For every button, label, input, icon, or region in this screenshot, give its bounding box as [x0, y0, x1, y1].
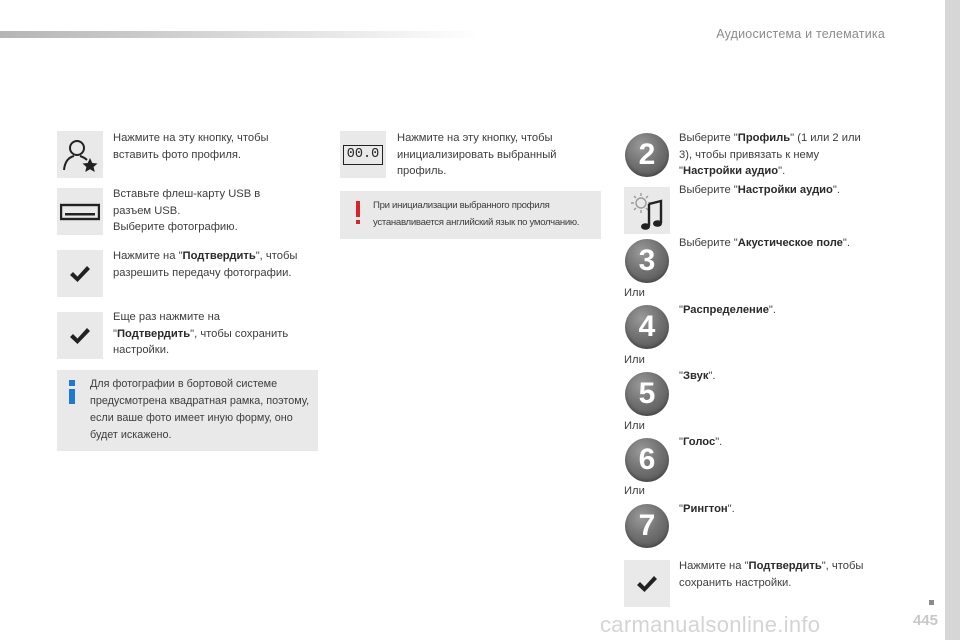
step-number-5: 5	[625, 372, 669, 416]
option-sound-text: "Звук".	[679, 370, 716, 382]
step-insert-photo-text: Нажмите на эту кнопку, чтобы вставить фото профиля.	[113, 132, 269, 161]
confirm-save-suffix: ", чтобы сохранить настройки.	[113, 327, 289, 356]
profile-bold: Профиль	[737, 132, 791, 144]
step-number-2: 2	[625, 133, 669, 177]
confirm-transfer-button[interactable]	[57, 250, 103, 297]
voice-bold: Голос	[682, 436, 716, 448]
header-gradient-bar	[0, 31, 480, 38]
confirm-transfer-prefix: Нажмите на "	[113, 250, 183, 262]
or-label-2: Или	[624, 354, 645, 366]
step-confirm-final-text	[679, 558, 894, 591]
profile-bold-2: Настройки аудио	[682, 165, 779, 177]
section-title: Аудиосистема и телематика	[716, 27, 885, 41]
final-prefix: Нажмите на "	[679, 560, 749, 572]
step-confirm-transfer-text	[113, 248, 323, 281]
reset-profile-button[interactable]	[340, 131, 386, 178]
step-usb-text	[113, 186, 303, 236]
final-suffix: ", чтобы сохранить настройки.	[679, 560, 864, 589]
profile-middle: " (1 или 2 или 3), чтобы привязать к нему	[679, 132, 861, 161]
confirm-transfer-suffix: ", чтобы разрешить передачу фотографии.	[113, 250, 298, 279]
profile-prefix: Выберите "	[679, 132, 738, 144]
usb-line-1: Вставьте флеш-карту USB в	[113, 188, 261, 200]
reset-profile-text: Нажмите на эту кнопку, чтобы инициализировать выбранный профиль.	[397, 132, 557, 177]
info-note-text: Для фотографии в бортовой системе предусмотрена квадратная рамка, поэтому, если ваше фото имеет иную форму, оно будет искажено.	[90, 378, 310, 441]
confirm-save-button[interactable]	[57, 312, 103, 359]
or-label-4: Или	[624, 485, 645, 497]
distribution-bold: Распределение	[682, 304, 769, 316]
profile-star-icon	[60, 135, 100, 175]
confirm-transfer-bold: Подтвердить	[182, 250, 256, 262]
page-number: 445	[912, 612, 938, 629]
checkmark-icon	[636, 574, 658, 594]
page-marker	[929, 600, 934, 605]
or-label-3: Или	[624, 420, 645, 432]
or-label-1: Или	[624, 287, 645, 299]
profile-photo-button[interactable]	[57, 131, 103, 178]
warning-note-text: При инициализации выбранного профиля устанавливается английский язык по умолчанию.	[373, 200, 580, 228]
exclamation-icon	[354, 201, 362, 225]
page-edge-strip	[945, 0, 960, 640]
checkmark-icon	[69, 264, 91, 284]
acoustic-bold: Акустическое поле	[737, 237, 843, 249]
step-number-4: 4	[625, 305, 669, 349]
step-confirm-save-text: Еще раз нажмите на "Подтвердить", чтобы сохранить настройки.	[113, 311, 289, 356]
step-acoustic-text: Выберите "Акустическое поле".	[679, 237, 850, 249]
usb-select-button[interactable]	[57, 188, 103, 235]
step-number-3: 3	[625, 239, 669, 283]
ringtone-bold: Рингтон	[682, 503, 728, 515]
usb-line-3: Выберите фотографию.	[113, 221, 238, 233]
watermark: carmanualsonline.info	[600, 612, 821, 637]
step-number-6: 6	[625, 438, 669, 482]
option-voice-text: "Голос".	[679, 436, 723, 448]
confirm-save-prefix: Еще раз нажмите на	[113, 311, 220, 323]
profile-suffix: ".	[778, 165, 786, 177]
reset-button-label: 00.0	[343, 145, 383, 165]
info-note	[57, 370, 318, 451]
usb-slot-icon	[60, 202, 100, 222]
step-number-7: 7	[625, 504, 669, 548]
audio-suffix: ".	[832, 184, 840, 196]
info-icon	[67, 380, 77, 404]
confirm-final-button[interactable]	[624, 560, 670, 607]
sound-bold: Звук	[682, 370, 709, 382]
audio-bold: Настройки аудио	[737, 184, 833, 196]
step-select-profile-text: Выберите "Профиль" (1 или 2 или 3), чтобы привязать к нему "Настройки аудио".	[679, 132, 861, 177]
gear-music-icon	[627, 190, 667, 232]
checkmark-icon	[69, 326, 91, 346]
step-audio-settings-text	[679, 182, 879, 199]
option-distribution-text: "Распределение".	[679, 304, 777, 316]
audio-prefix: Выберите "	[679, 184, 738, 196]
confirm-save-bold: Подтвердить	[116, 327, 191, 340]
audio-settings-button[interactable]	[624, 187, 670, 234]
warning-note	[340, 191, 601, 239]
acoustic-prefix: Выберите "	[679, 237, 738, 249]
option-ringtone-text: "Рингтон".	[679, 503, 735, 515]
final-bold: Подтвердить	[748, 560, 822, 572]
usb-line-2: разъем USB.	[113, 204, 181, 217]
